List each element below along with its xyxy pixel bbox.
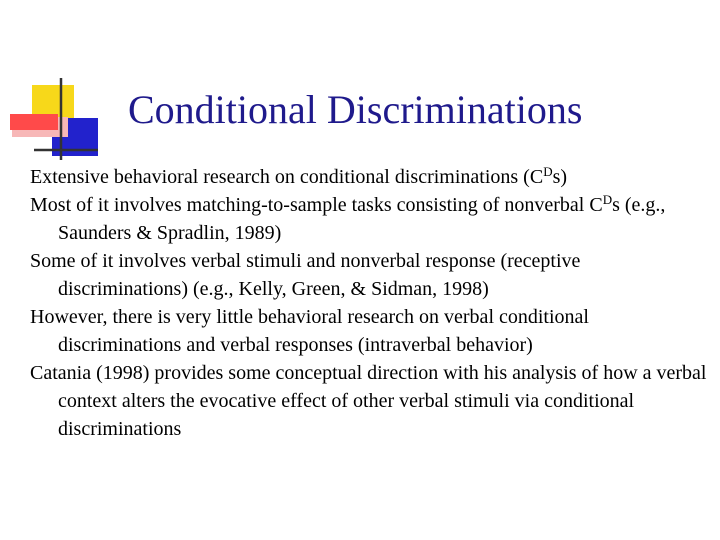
logo-red-block bbox=[10, 114, 58, 130]
bullet-text: s) bbox=[552, 166, 568, 188]
bullet-item bbox=[30, 247, 710, 303]
bullet-text: s (e.g., Saunders & Spradlin, 1989) bbox=[58, 194, 666, 244]
decorative-logo-blocks-icon bbox=[0, 0, 110, 170]
bullet-text: Some of it involves verbal stimuli and nonverbal response (receptive discriminations) (e.g., Kelly, Green, & Sidman, 1998) bbox=[30, 250, 581, 300]
bullet-item bbox=[30, 359, 710, 443]
bullet-text: Catania (1998) provides some conceptual direction with his analysis of how a verbal context alters the evocative effect of other verbal stimuli via conditional discriminations bbox=[30, 362, 707, 440]
bullet-item bbox=[30, 191, 710, 247]
bullet-item bbox=[30, 303, 710, 359]
bullet-list bbox=[30, 163, 710, 443]
superscript: D bbox=[602, 192, 613, 207]
slide-title: Conditional Discriminations bbox=[128, 87, 583, 132]
bullet-text: Extensive behavioral research on conditional discriminations (C bbox=[30, 166, 544, 188]
bullet-text: Most of it involves matching-to-sample tasks consisting of nonverbal C bbox=[30, 194, 603, 216]
bullet-text: However, there is very little behavioral research on verbal conditional discriminations and verbal responses (intraverbal behavior) bbox=[30, 306, 589, 356]
superscript: D bbox=[543, 164, 553, 179]
bullet-item bbox=[30, 163, 710, 191]
